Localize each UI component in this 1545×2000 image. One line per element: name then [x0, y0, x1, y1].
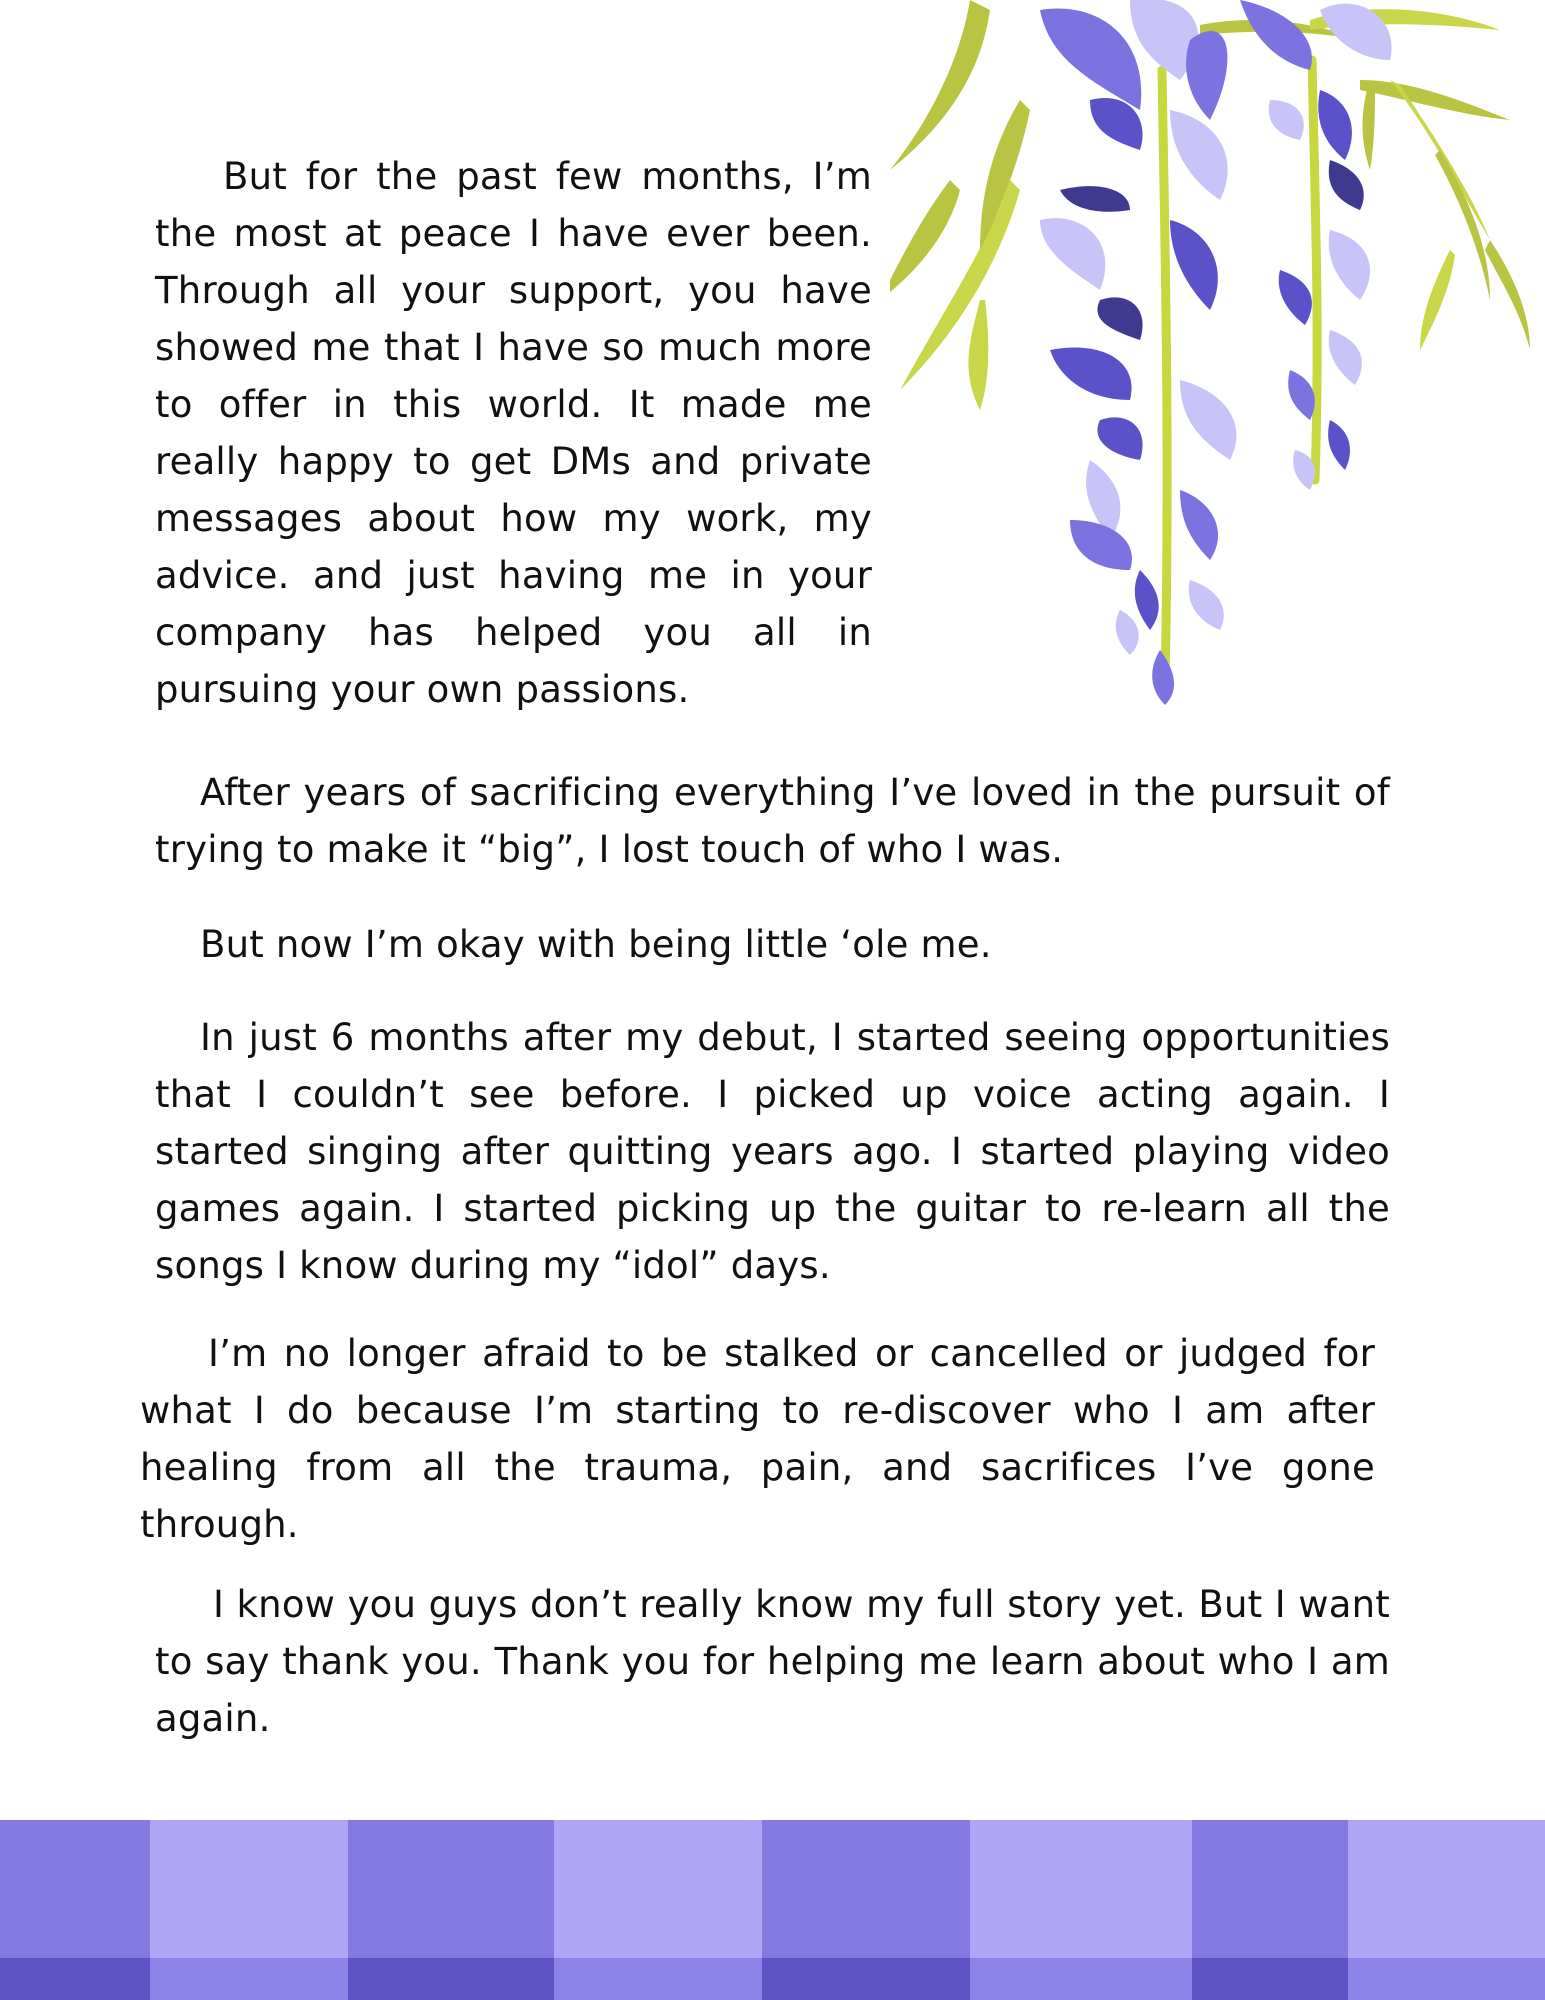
- paragraph-no-longer-afraid: I’m no longer afraid to be stalked or cancelled or judged for what I do because I’m starting to re-discover who I am after healing from all the trauma, pain, and sacrifices I’ve gone through.: [140, 1332, 1375, 1546]
- footer-band: [1348, 1820, 1545, 2000]
- footer-band: [762, 1820, 970, 2000]
- footer-band: [150, 1820, 348, 2000]
- paragraph-peace: But for the past few months, I’m the most at peace I have ever been. Through all your support, you have showed me that I have so much more to offer in this world. It made me really happy to get DMs and private messages about how my work, my advice. and just having me in your company has helped you all in pursuing your own passions.: [155, 155, 872, 711]
- footer-band: [970, 1820, 1192, 2000]
- footer-band: [348, 1820, 554, 2000]
- wisteria-illustration: [890, 0, 1545, 720]
- footer-band: [0, 1820, 150, 2000]
- checkered-footer-border: [0, 1820, 1545, 2000]
- paragraph-thank-you: I know you guys don’t really know my full story yet. But I want to say thank you. Thank you for helping me learn about who I am again.: [155, 1583, 1390, 1740]
- footer-band: [554, 1820, 762, 2000]
- paragraph-opportunities: In just 6 months after my debut, I started seeing opportunities that I couldn’t see before. I picked up voice acting again. I started singing after quitting years ago. I started playing video games again. I started picking up the guitar to re-learn all the songs I know during my “idol” days.: [155, 1016, 1390, 1287]
- wisteria-petals: [1040, 0, 1392, 705]
- footer-band: [1192, 1820, 1348, 2000]
- paragraph-little-me: But now I’m okay with being little ‘ole me.: [200, 923, 992, 966]
- paragraph-sacrifice: After years of sacrificing everything I’ve loved in the pursuit of trying to make it “big”, I lost touch of who I was.: [155, 771, 1390, 871]
